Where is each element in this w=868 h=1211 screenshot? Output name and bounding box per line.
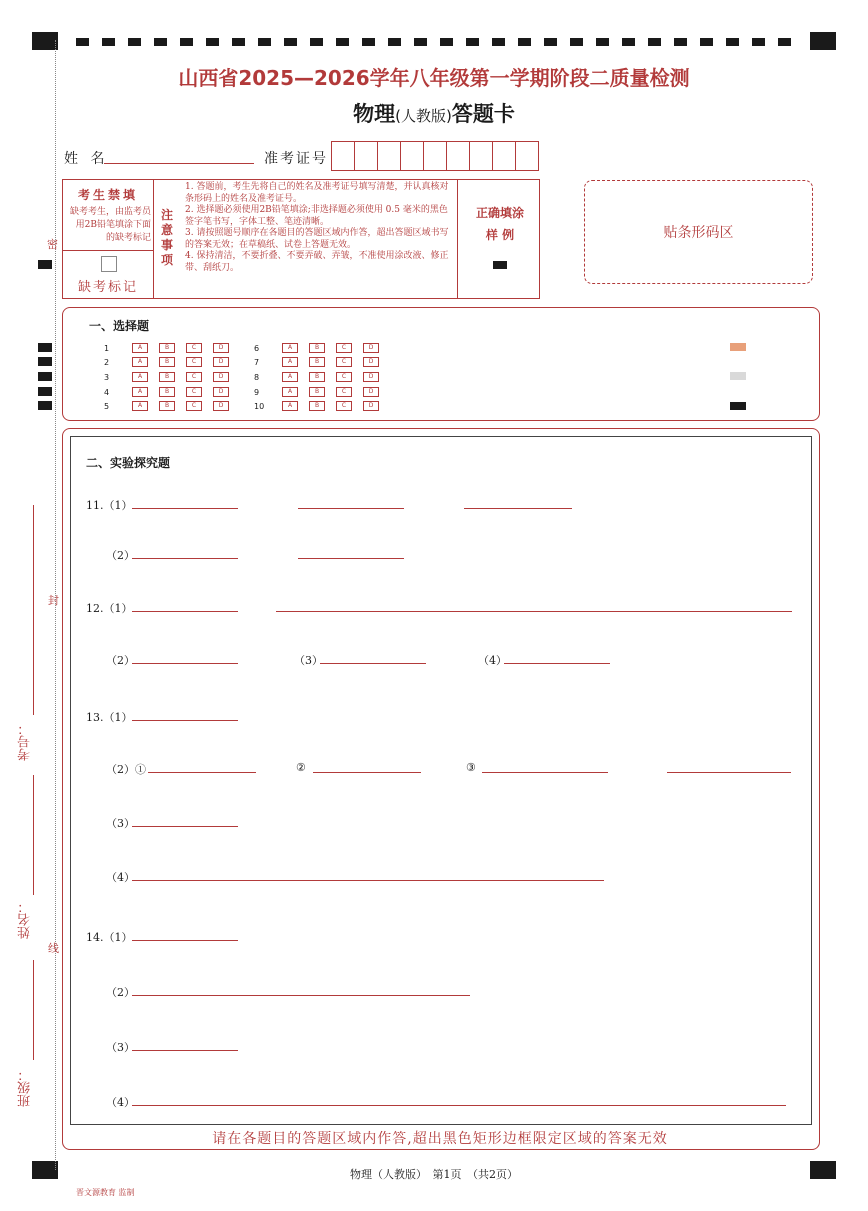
answer-line[interactable]: [504, 663, 610, 664]
choice-option[interactable]: A: [282, 401, 298, 411]
choice-option[interactable]: B: [309, 372, 325, 382]
q11-2-label: （2）: [106, 549, 135, 562]
kssj-text: 缺考考生，由监考员用2B铅笔填涂下面的缺考标记: [69, 207, 151, 243]
choice-row: [104, 356, 240, 368]
side-mark: [38, 372, 52, 381]
choice-row: [104, 400, 240, 412]
choice-number: 8: [254, 372, 260, 382]
footer-credit: 晋文源教育 监制: [76, 1188, 135, 1197]
answer-line[interactable]: [298, 558, 404, 559]
barcode-label: 贴条形码区: [663, 225, 734, 241]
choice-option[interactable]: B: [309, 401, 325, 411]
choice-option[interactable]: D: [213, 387, 229, 397]
answer-line[interactable]: [667, 772, 791, 773]
choice-row: [104, 386, 240, 398]
legend-swatch-3: [730, 402, 746, 410]
choice-row: [254, 371, 390, 383]
answer-line[interactable]: [132, 940, 238, 941]
binding-banji: 班级：: [18, 1068, 33, 1107]
choice-option[interactable]: C: [336, 387, 352, 397]
xingming-line: [33, 775, 34, 895]
page-title: 山西省2025—2026学年八年级第一学期阶段二质量检测: [178, 66, 690, 90]
choice-option[interactable]: A: [282, 387, 298, 397]
choice-number: 2: [104, 357, 110, 367]
absent-checkbox[interactable]: [101, 256, 117, 272]
choice-number: 9: [254, 387, 260, 397]
answer-line[interactable]: [276, 611, 792, 612]
choice-option[interactable]: A: [282, 357, 298, 367]
choice-option[interactable]: A: [132, 357, 148, 367]
choice-option[interactable]: C: [336, 343, 352, 353]
choice-row: [104, 342, 240, 354]
answer-line[interactable]: [132, 558, 238, 559]
choice-row: [254, 400, 390, 412]
choice-option[interactable]: B: [309, 357, 325, 367]
corner-mark-top-right: [810, 32, 836, 50]
choice-option[interactable]: A: [132, 343, 148, 353]
answer-line[interactable]: [320, 663, 426, 664]
choice-row: [254, 356, 390, 368]
answer-line[interactable]: [132, 826, 238, 827]
q14-4-label: （4）: [106, 1096, 135, 1109]
choice-option[interactable]: B: [159, 357, 175, 367]
side-mark: [38, 401, 52, 410]
choice-option[interactable]: C: [186, 387, 202, 397]
correct-fill-sample: [493, 261, 507, 269]
q13-4-label: （4）: [106, 871, 135, 884]
choice-option[interactable]: C: [336, 372, 352, 382]
answer-line[interactable]: [313, 772, 421, 773]
q14-label: 14.（1）: [86, 931, 133, 944]
section1-title: 一、选择题: [89, 319, 150, 333]
banji-line: [33, 960, 34, 1060]
choice-option[interactable]: D: [363, 401, 379, 411]
timing-strip: [76, 38, 798, 46]
choice-option[interactable]: D: [213, 372, 229, 382]
choice-number: 7: [254, 357, 260, 367]
choice-row: [104, 371, 240, 383]
choice-option[interactable]: A: [132, 372, 148, 382]
kaohao-line: [33, 505, 34, 715]
side-mark: [38, 260, 52, 269]
answer-line[interactable]: [132, 663, 238, 664]
choice-option[interactable]: B: [309, 387, 325, 397]
side-mark: [38, 343, 52, 352]
choice-row: [254, 342, 390, 354]
choice-option[interactable]: D: [363, 387, 379, 397]
choice-option[interactable]: C: [336, 401, 352, 411]
legend-swatch-2: [730, 372, 746, 380]
choice-option[interactable]: C: [336, 357, 352, 367]
choice-option[interactable]: D: [363, 372, 379, 382]
choice-option[interactable]: B: [159, 343, 175, 353]
answer-line[interactable]: [132, 880, 604, 881]
q12-label: 12.（1）: [86, 602, 133, 615]
name-label: 姓 名: [64, 151, 109, 167]
legend-swatch-1: [730, 343, 746, 351]
choice-number: 3: [104, 372, 110, 382]
name-field[interactable]: [104, 163, 254, 164]
q14-3-label: （3）: [106, 1041, 135, 1054]
page-subtitle: [0, 98, 868, 128]
answer-line[interactable]: [298, 508, 404, 509]
barcode-area: [584, 180, 813, 284]
choice-option[interactable]: A: [282, 372, 298, 382]
choice-option[interactable]: C: [186, 357, 202, 367]
choice-number: 1: [104, 343, 110, 353]
choice-option[interactable]: D: [213, 357, 229, 367]
kssj-mark: 缺考标记: [77, 280, 138, 295]
choice-option[interactable]: D: [363, 357, 379, 367]
choice-number: 6: [254, 343, 260, 353]
q13-2c-label: ③: [466, 761, 476, 774]
answer-line[interactable]: [464, 508, 572, 509]
side-mark: [38, 357, 52, 366]
warning-text: 请在各题目的答题区域内作答,超出黑色矩形边框限定区域的答案无效: [212, 1131, 668, 1147]
choice-number: 4: [104, 387, 110, 397]
q14-2-label: （2）: [106, 986, 135, 999]
answer-line[interactable]: [132, 1050, 238, 1051]
choice-option[interactable]: D: [213, 401, 229, 411]
footer-page: 物理（人教版） 第1页 （共2页）: [350, 1168, 518, 1181]
notice-title: 注 意 事 项: [161, 208, 174, 267]
choice-option[interactable]: A: [132, 401, 148, 411]
q13-label: 13.（1）: [86, 711, 133, 724]
choice-option[interactable]: C: [186, 372, 202, 382]
q13-2-label: （2）①: [106, 763, 146, 776]
q13-2b-label: ②: [296, 761, 306, 774]
answer-line[interactable]: [132, 1105, 786, 1106]
binding-feng: 封: [48, 594, 59, 607]
choice-number: 5: [104, 401, 110, 411]
binding-xingming: 姓名：: [18, 900, 33, 939]
notice-items: 1. 答题前，考生先将自己的姓名及准考证号填写清楚，并认真核对条形码上的姓名及准考证号。 2. 选择题必须使用2B铅笔填涂;非选择题必须使用 0.5 毫米的黑色签字笔书写，字体工整、笔迹清晰。 3. 请按照题号顺序在各题目的答题区域内作答，超出答题区域书写的答案无效；在草稿纸、试卷上答题无效。 4. 保持清洁，不要折叠、不要弄破、弄皱，不准使用涂改液、修正带、刮纸刀。: [185, 182, 449, 273]
choice-number: 10: [254, 401, 265, 411]
subtitle-main: 物理: [353, 102, 396, 126]
answer-line[interactable]: [132, 508, 238, 509]
q11-label: 11.（1）: [86, 499, 133, 512]
section2-title: 二、实验探究题: [86, 456, 171, 470]
binding-kaohao: 考号：: [18, 722, 33, 761]
choice-option[interactable]: B: [159, 401, 175, 411]
q12-2-label: （2）: [106, 654, 135, 667]
q13-3-label: （3）: [106, 817, 135, 830]
answer-line[interactable]: [132, 720, 238, 721]
side-mark: [38, 387, 52, 396]
choice-option[interactable]: D: [213, 343, 229, 353]
answer-line[interactable]: [148, 772, 256, 773]
choice-option[interactable]: D: [363, 343, 379, 353]
info-table: [62, 179, 540, 299]
exam-no-boxes[interactable]: [332, 141, 539, 169]
choice-row: [254, 386, 390, 398]
choice-option[interactable]: A: [282, 343, 298, 353]
choice-option[interactable]: B: [309, 343, 325, 353]
answer-line[interactable]: [132, 995, 470, 996]
subtitle-tail: 答题卡: [451, 102, 515, 126]
exam-no-label: 准考证号: [264, 151, 328, 167]
choice-option[interactable]: B: [159, 387, 175, 397]
choice-option[interactable]: B: [159, 372, 175, 382]
kssj-title: 考生禁填: [77, 188, 138, 202]
q12-4-label: （4）: [478, 654, 507, 667]
subtitle-edition: (人教版): [395, 107, 452, 125]
correct-fill-title: 正确填涂 样 例: [475, 206, 524, 242]
choice-option[interactable]: C: [186, 343, 202, 353]
answer-line[interactable]: [132, 611, 238, 612]
binding-mi: 密: [47, 238, 58, 251]
q12-3-label: （3）: [294, 654, 323, 667]
binding-xian: 线: [48, 942, 59, 955]
choice-option[interactable]: C: [186, 401, 202, 411]
answer-line[interactable]: [482, 772, 608, 773]
choice-option[interactable]: A: [132, 387, 148, 397]
section-experiment-inner: [70, 436, 812, 1125]
